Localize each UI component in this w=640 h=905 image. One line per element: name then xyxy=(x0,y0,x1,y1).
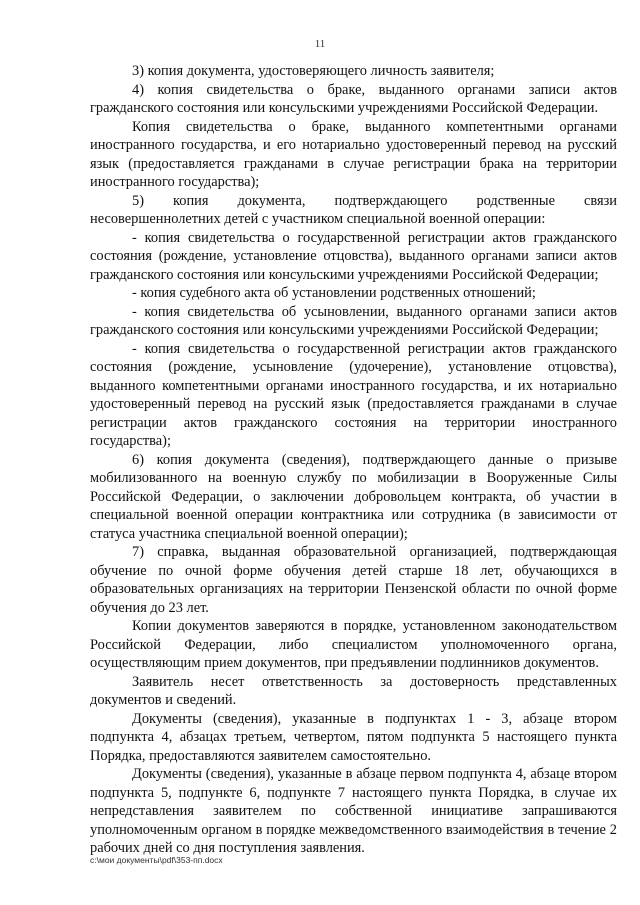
footer-file-path: c:\мои документы\pdf\353-пп.docx xyxy=(90,855,223,865)
paragraph-7: - копия свидетельства об усыновлении, выданного органами записи актов гражданского состояния или консульскими учреждениями Российской Федерации; xyxy=(90,303,617,338)
paragraph-9: 6) копия документа (сведения), подтверждающего данные о призыве мобилизованного на военную службу по мобилизации в Вооруженные Силы Российской Федерации, о заключении добровольцем контракта, об участии в специальной военной операции контрактника или сотрудника (в зависимости от статуса участника специальной военной операции); xyxy=(90,451,617,542)
paragraph-5: - копия свидетельства о государственной регистрации актов гражданского состояния (рождение, установление отцовства), выданного органами записи актов гражданского состояния или консульскими учреждениями Российской Федерации; xyxy=(90,229,617,283)
paragraph-1: 3) копия документа, удостоверяющего личность заявителя; xyxy=(132,63,495,79)
paragraph-13: Документы (сведения), указанные в подпунктах 1 - 3, абзаце втором подпункта 4, абзацах третьем, четвертом, пятом подпункта 5 настоящего пункта Порядка, предоставляются заявителем самостоятельно. xyxy=(90,710,617,764)
paragraph-3: Копия свидетельства о браке, выданного компетентными органами иностранного государства, и его нотариально удостоверенный перевод на русский язык (предоставляется гражданами в случае регистрации брака на территории иностранного государства); xyxy=(90,118,617,190)
paragraph-10: 7) справка, выданная образовательной организацией, подтверждающая обучение по очной форме обучения детей старше 18 лет, обучающихся в образовательных организациях на территории Пензенской области по очной форме обучения до 23 лет. xyxy=(90,544,617,616)
paragraph-4: 5) копия документа, подтверждающего родственные связи несовершеннолетних детей с участником специальной военной операции: xyxy=(90,192,617,227)
paragraph-8: - копия свидетельства о государственной регистрации актов гражданского состояния (рождение, усыновление (удочерение), установление отцовства), выданного компетентными органами иностранного государства, и их нотариально удостоверенный перевод на русский язык (предоставляется гражданами в случае регистрации актов гражданского состояния на территории иностранного государства); xyxy=(90,340,617,449)
paragraph-6: - копия судебного акта об установлении родственных отношений; xyxy=(132,285,536,301)
paragraph-11: Копии документов заверяются в порядке, установленном законодательством Российской Федерации, либо специалистом уполномоченного органа, осуществляющим прием документов, при предъявлении подлинников документов. xyxy=(90,618,617,671)
paragraph-12: Заявитель несет ответственность за достоверность представленных документов и сведений. xyxy=(90,673,617,708)
paragraph-2: 4) копия свидетельства о браке, выданного органами записи актов гражданского состояния или консульскими учреждениями Российской Федерации. xyxy=(90,81,617,116)
document-body xyxy=(90,62,617,858)
paragraph-14: Документы (сведения), указанные в абзаце первом подпункта 4, абзаце втором подпункта 5, подпункте 6, подпункте 7 настоящего пункта Порядка, в случае их непредставления заявителем по собственной инициативе запрашиваются уполномоченным органом в порядке межведомственного взаимодействия в течение 2 рабочих дней со дня поступления заявления. xyxy=(90,766,617,856)
page-number: 11 xyxy=(314,38,326,50)
